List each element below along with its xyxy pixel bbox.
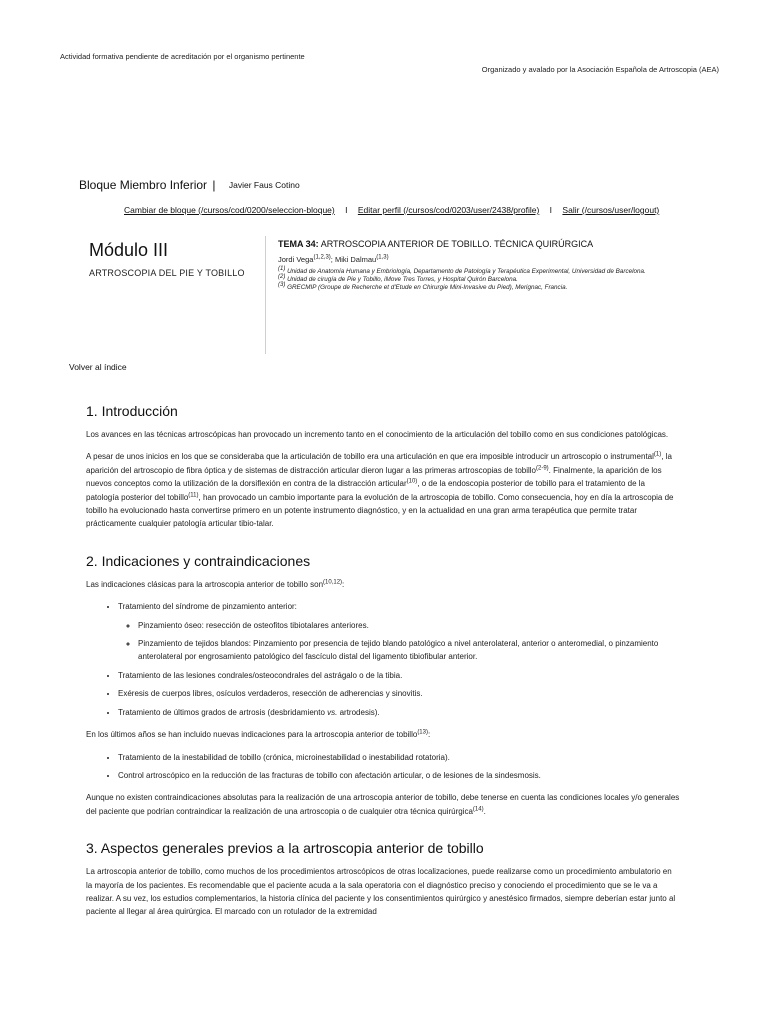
sub-list	[118, 619, 680, 664]
affiliation-text: GRECMIP (Groupe de Recherche et d'Etude en Chirurgie Mini-Invasive du Pied), Merignac, Francia.	[287, 284, 568, 292]
indications-list	[86, 600, 680, 719]
text-run: Aunque no existen contraindicaciones absolutas para la realización de una artroscopia anterior de tobillo, debe tenerse en cuenta las condiciones locales y/o generales del paciente que podrían contraindicar la realización de una artroscopia o de cualquier otra técnica quirúrgica	[86, 793, 680, 816]
user-nav	[124, 205, 659, 215]
module-subtitle: ARTROSCOPIA DEL PIE Y TOBILLO	[89, 268, 245, 278]
author-affil-ref: (1,3)	[376, 254, 389, 261]
author-separator: ;	[330, 255, 335, 264]
text-run: . Finalmente, la aparición de los nuevos conceptos como la utilización de la dorsiflexión en contra de la distracción articular	[86, 465, 662, 489]
organizer-note: Organizado y avalado por la Asociación Española de Artroscopia (AEA)	[481, 65, 719, 74]
text-run: , o de la endoscopia posterior de tobillo para el tratamiento de la patología posterior del tobillo	[86, 479, 645, 502]
module-title: Módulo III	[89, 240, 169, 260]
citation: (14)	[472, 806, 484, 813]
citation: (1)	[653, 451, 662, 458]
author-name: Jordi Vega	[278, 255, 314, 264]
author-name: Miki Dalmau	[334, 255, 377, 264]
list-item	[118, 706, 680, 719]
paragraph	[86, 728, 680, 741]
edit-profile-link[interactable]: Editar perfil (/cursos/cod/0203/user/2438/profile)	[357, 205, 540, 215]
citation: (10,12)	[323, 579, 343, 586]
nav-separator: I	[549, 205, 553, 215]
text-run: :	[427, 730, 431, 740]
topic-label: TEMA 34:	[278, 239, 319, 249]
paragraph	[86, 450, 680, 530]
affiliation-text: Unidad de Anatomía Humana y Embriología, Departamento de Patología y Terapéutica Experimental, Universidad de Barcelona.	[287, 268, 646, 275]
text-run: artrodesis).	[337, 707, 380, 717]
text-run: A pesar de unos inicios en los que se consideraba que la articulación de tobillo era una articulación en que era imposible introducir un artroscopio o instrumental	[86, 452, 654, 462]
user-name: Javier Faus Cotino	[228, 180, 300, 190]
topic-title	[278, 239, 698, 249]
list-item: • Tratamiento de la inestabilidad de tobillo (crónica, microinestabilidad o inestabilidad rotatoria).	[118, 751, 680, 764]
bloque-title: Bloque Miembro Inferior	[79, 178, 208, 192]
text-run: Las indicaciones clásicas para la artroscopia anterior de tobillo son	[86, 579, 324, 589]
list-item: • Tratamiento de las lesiones condrales/osteocondrales del astrágalo o de la tibia.	[118, 669, 680, 682]
text-run: , la aparición del artroscopio de fibra óptica y de sistemas de distracción articular dieron lugar a las primeras artroscopias de tobillo	[86, 452, 672, 475]
section-heading-introduccion: 1. Introducción	[86, 403, 178, 419]
affiliation-text: Unidad de cirugía de Pie y Tobillo, iMove Tres Torres, y Hospital Quirón Barcelona.	[287, 276, 518, 284]
section-heading-aspectos-generales: 3. Aspectos generales previos a la artroscopia anterior de tobillo	[86, 840, 484, 857]
author-affil-ref: (1,2,3)	[313, 254, 331, 261]
citation: (2-9)	[536, 465, 549, 472]
list-item: ◦ Pinzamiento de tejidos blandos: Pinzamiento por presencia de tejido blando patológico a nivel anterolateral, anterior o anteromedial, o pinzamiento anterolateral por engrosamiento patológico del fascículo distal del ligamento tibiofibular anterior.	[138, 637, 680, 664]
citation: (13)	[417, 729, 428, 736]
text-run: vs.	[327, 707, 338, 717]
list-item: • Exéresis de cuerpos libres, osículos verdaderos, resección de adherencias y sinovitis.	[118, 687, 680, 700]
accreditation-note: Actividad formativa pendiente de acreditación por el organismo pertinente	[60, 52, 305, 61]
text-run: Tratamiento de últimos grados de artrosis (desbridamiento	[118, 707, 328, 717]
text-run: .	[483, 806, 486, 816]
paragraph	[86, 791, 680, 818]
affiliation	[278, 284, 678, 292]
list-item: ◦ Pinzamiento óseo: resección de osteofitos tibiotalares anteriores.	[138, 619, 680, 632]
list-item	[118, 600, 680, 664]
paragraph: Los avances en las técnicas artroscópicas han provocado un incremento tanto en el conocimiento de la articulación del tobillo como en sus condiciones patológicas.	[86, 430, 669, 439]
affiliation-ref: (3)	[278, 282, 286, 289]
paragraph: La artroscopia anterior de tobillo, como muchos de los procedimientos artroscópicos de otras localizaciones, puede realizarse como un procedimiento ambulatorio en la mayoría de los pacientes. Es recomendable que el paciente acuda a la sala operatoria con el diagnóstico preciso y conociendo el procedimiento que se le va a realizar. A su vez, los estudios complementarios, la historia clínica del paciente y los consentimientos quirúrgico y anestésico firmados, siempre deberían estar junto al paciente al llegar al área quirúrgica. El marcado con un rotulador de la extremidad	[86, 867, 676, 917]
section-heading-indicaciones: 2. Indicaciones y contraindicaciones	[86, 552, 311, 569]
topic-name: ARTROSCOPIA ANTERIOR DE TOBILLO. TÉCNICA QUIRÚRGICA	[320, 239, 594, 249]
article-body	[86, 402, 680, 928]
affiliation-ref: (1)	[278, 265, 286, 272]
list-item-text: Tratamiento del síndrome de pinzamiento anterior:	[118, 602, 297, 612]
list-item: • Control artroscópico en la reducción de las fracturas de tobillo con afectación articular, o de lesiones de la sindesmosis.	[118, 769, 680, 782]
text-run: , han provocado un cambio importante para la evolución de la artroscopia de tobillo. Como consecuencia, hoy en día la artroscopia de tobillo ha evolucionado hasta convertirse primero en un potente instrumento diagnóstico, y en la actualidad en una gran arma terapéutica que permite tratar prácticamente cualquier patología articular tibio-talar.	[86, 492, 674, 529]
citation: (10)	[406, 478, 418, 485]
bloque-header	[79, 178, 300, 192]
back-to-index-link[interactable]: Volver al índice	[69, 362, 127, 372]
affiliation	[278, 265, 678, 276]
text-run: :	[342, 579, 345, 589]
authors	[278, 255, 389, 264]
paragraph	[86, 578, 680, 591]
affiliation-ref: (2)	[278, 274, 286, 281]
text-run: En los últimos años se han incluido nuevas indicaciones para la artroscopia anterior de tobillo	[86, 730, 418, 740]
change-bloque-link[interactable]: Cambiar de bloque (/cursos/cod/0200/seleccion-bloque)	[124, 205, 335, 215]
logout-link[interactable]: Salir (/cursos/user/logout)	[562, 205, 660, 215]
header-divider	[265, 236, 266, 354]
new-indications-list	[86, 751, 680, 783]
affiliations	[278, 265, 678, 293]
citation: (11)	[188, 491, 199, 498]
nav-separator: I	[345, 205, 348, 215]
bloque-separator: |	[212, 178, 216, 192]
